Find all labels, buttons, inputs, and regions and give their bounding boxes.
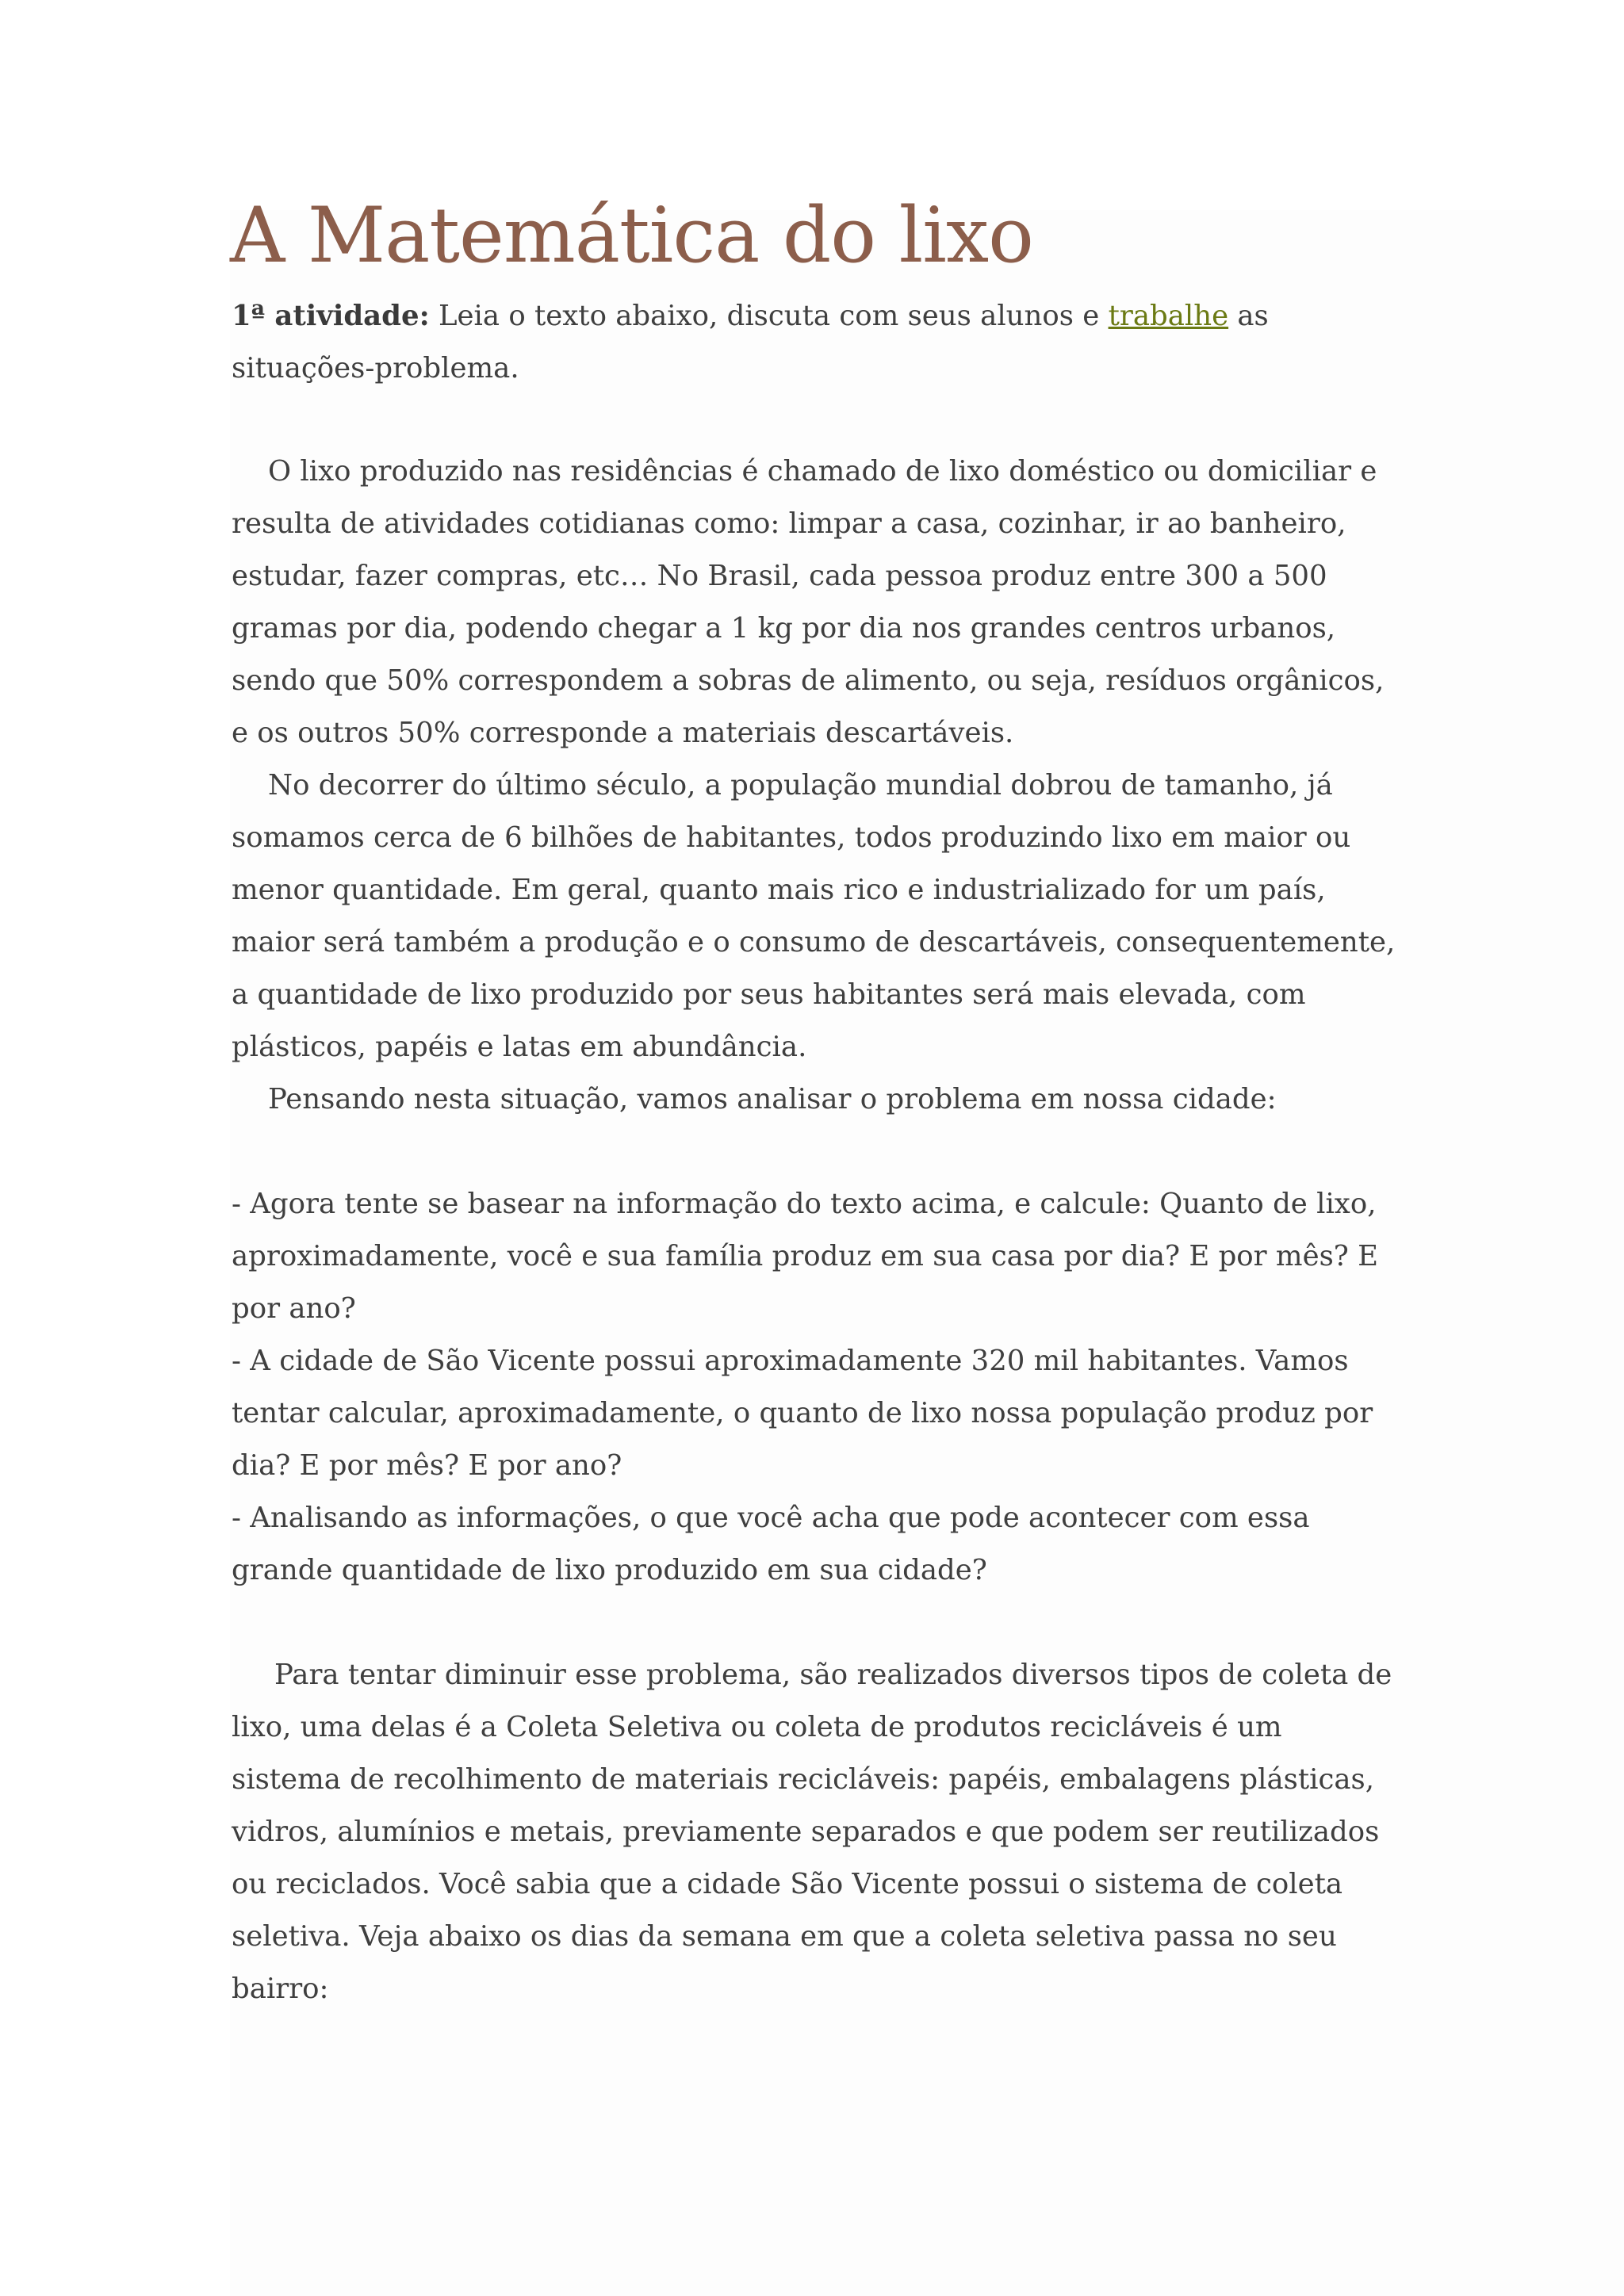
- question-family-waste: - Agora tente se basear na informação do texto acima, e calcule: Quanto de lixo, aproximadamente, você e sua família produz em sua casa por dia? E por mês? E por ano?: [232, 1188, 1379, 1325]
- paragraph-selective-collection: Para tentar diminuir esse problema, são realizados diversos tipos de coleta de lixo, uma delas é a Coleta Seletiva ou coleta de produtos recicláveis é um sistema de recolhimento de materiais recicláveis: papéis, embalagens plásticas, vidros, alumínios e metais, previamente separados e que podem ser reutilizados ou reciclados. Você sabia que a cidade São Vicente possui o sistema de coleta seletiva. Veja abaixo os dias da semana em que a coleta seletiva passa no seu bairro:: [232, 1659, 1392, 2005]
- activity-intro: [232, 290, 1373, 395]
- page-title: A Matemática do lixo: [230, 191, 1033, 280]
- activity-label: 1ª atividade:: [232, 300, 430, 332]
- question-consequences: - Analisando as informações, o que você acha que pode acontecer com essa grande quantidade de lixo produzido em sua cidade?: [232, 1502, 1310, 1586]
- intro-text-before-link: Leia o texto abaixo, discuta com seus alunos e: [429, 300, 1109, 332]
- question-city-waste: - A cidade de São Vicente possui aproximadamente 320 mil habitantes. Vamos tentar calcular, aproximadamente, o quanto de lixo nossa população produz por dia? E por mês? E por ano?: [232, 1345, 1373, 1482]
- paragraph-city-analysis: Pensando nesta situação, vamos analisar o problema em nossa cidade:: [268, 1083, 1277, 1115]
- paragraph-world-population: No decorrer do último século, a população mundial dobrou de tamanho, já somamos cerca de 6 bilhões de habitantes, todos produzindo lixo em maior ou menor quantidade. Em geral, quanto mais rico e industrializado for um país, maior será também a produção e o consumo de descartáveis, consequentemente, a quantidade de lixo produzido por seus habitantes será mais elevada, com plásticos, papéis e latas em abundância.: [232, 769, 1396, 1063]
- intro-text-after-link: as situações-problema.: [232, 300, 1269, 385]
- trabalhe-link[interactable]: trabalhe: [1108, 300, 1229, 332]
- paragraph-domestic-waste: O lixo produzido nas residências é chamado de lixo doméstico ou domiciliar e resulta de atividades cotidianas como: limpar a casa, cozinhar, ir ao banheiro, estudar, fazer compras, etc… No Brasil, cada pessoa produz entre 300 a 500 gramas por dia, podendo chegar a 1 kg por dia nos grandes centros urbanos, sendo que 50% correspondem a sobras de alimento, ou seja, resíduos orgânicos, e os outros 50% corresponde a materiais descartáveis.: [232, 455, 1385, 749]
